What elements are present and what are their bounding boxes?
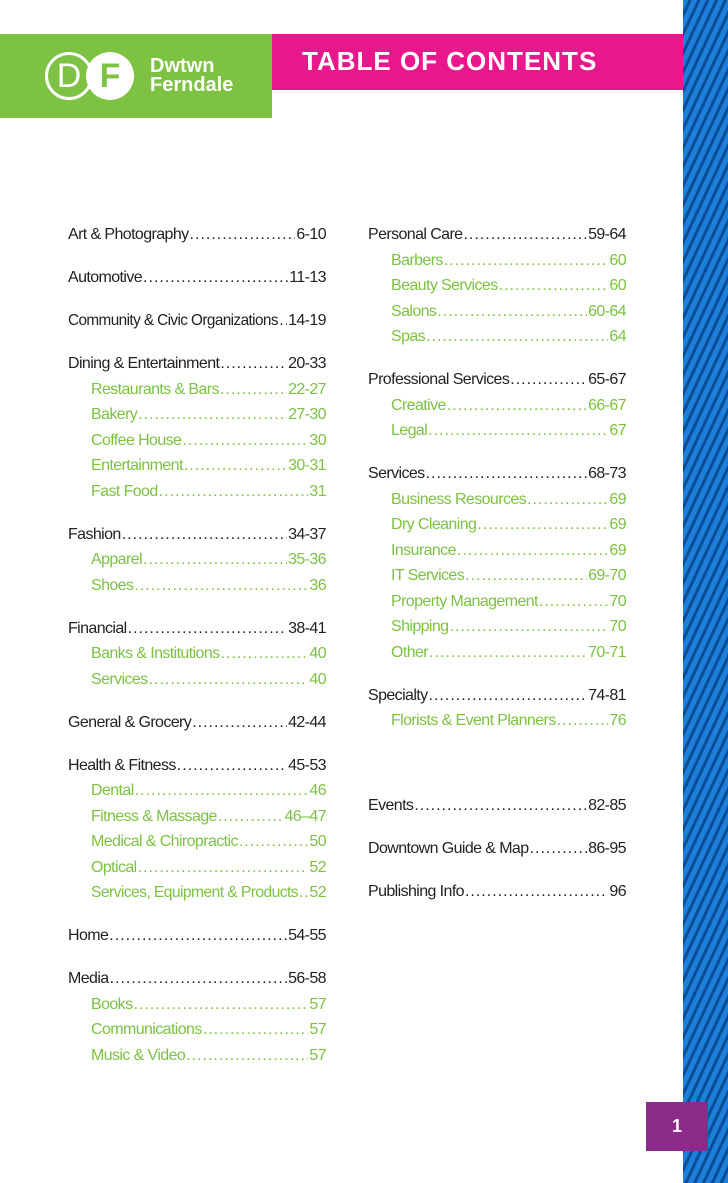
dot-leader [177,753,287,779]
dot-leader [429,683,588,709]
dot-leader [122,522,287,548]
toc-entry-pages: 59-64 [588,226,626,243]
toc-entry-label: IT Services [391,567,465,584]
page-number: 1 [671,1116,682,1136]
dot-leader [190,222,296,248]
dot-leader [186,1043,308,1069]
toc-subentry [368,248,626,274]
toc-entry-label: Spas [391,328,426,345]
dot-leader [109,923,287,949]
toc-subentry [68,377,326,403]
toc-entry [68,351,326,377]
toc-entry-label: Automotive [68,269,143,286]
toc-left-column [68,222,326,1086]
dot-leader [143,265,288,291]
dot-leader [449,614,608,640]
toc-entry-pages: 40 [309,670,326,688]
dot-leader [239,829,309,855]
toc-entry-pages: 57 [309,1046,326,1064]
dot-leader [279,308,287,334]
toc-entry-pages: 70 [609,592,626,610]
toc-entry [68,222,326,248]
toc-entry-pages: 57 [309,1021,326,1038]
toc-entry-pages: 96 [609,883,626,900]
dot-leader [138,855,309,881]
toc-entry [68,265,326,291]
dot-leader [135,778,309,804]
toc-entry-label: Health & Fitness [68,756,176,774]
logo-d-circle: D [45,52,93,100]
toc-entry-label: Communications [91,1021,202,1038]
toc-entry-pages: 34-37 [288,525,326,543]
toc-subentry [368,640,626,666]
toc-entry-label: Beauty Services [391,277,498,294]
dot-leader [149,667,309,693]
toc-group [68,222,326,248]
toc-entry-pages: 46–47 [284,807,326,825]
toc-entry-pages: 27-30 [288,406,326,423]
toc-group [68,265,326,291]
toc-entry-label: Fashion [68,525,121,543]
toc-subentry [68,778,326,804]
toc-subentry [368,324,626,350]
toc-entry [368,222,626,248]
toc-entry-pages: 60 [609,277,626,294]
toc-entry-pages: 30-31 [288,457,326,474]
toc-entry-pages: 40 [309,645,326,662]
toc-group [68,522,326,599]
logo-line-1: Dwtwn [150,55,215,77]
toc-entry-label: Fitness & Massage [91,807,217,825]
toc-entry-pages: 86-95 [588,840,626,857]
dot-leader [457,538,609,564]
toc-entry-label: Florists & Event Planners [391,712,556,729]
toc-entry-label: Community & Civic Organizations [68,312,278,329]
dot-leader [218,804,284,830]
dot-leader [159,479,309,505]
page-number-box [646,1102,708,1151]
toc-entry-pages: 22-27 [288,380,326,398]
toc-subentry [368,418,626,444]
toc-group [368,793,626,819]
toc-entry-label: Services [91,670,148,688]
toc-entry-label: Optical [91,858,137,876]
title-bar [272,34,683,90]
dot-leader [447,393,587,419]
toc-entry-pages: 70-71 [588,643,626,661]
toc-subentry [68,829,326,855]
toc-entry-pages: 50 [309,833,326,850]
toc-entry-label: Business Resources [391,490,527,508]
toc-entry-label: Banks & Institutions [91,645,220,662]
toc-subentry [68,855,326,881]
dot-leader [444,248,609,274]
toc-subentry [68,1017,326,1043]
toc-subentry [68,573,326,599]
toc-entry [68,616,326,642]
dot-leader [465,563,587,589]
toc-entry-label: Dry Cleaning [391,516,477,533]
toc-entry-pages: 52 [309,858,326,876]
toc-entry-label: Art & Photography [68,226,189,243]
toc-subentry [68,992,326,1018]
dot-leader [220,377,287,403]
toc-subentry [68,428,326,454]
toc-group [68,753,326,906]
dot-leader [527,487,608,513]
toc-subentry [368,589,626,615]
toc-entry [368,461,626,487]
toc-group [368,222,626,350]
toc-entry [368,793,626,819]
toc-entry-pages: 42-44 [288,713,326,731]
toc-group [368,683,626,734]
toc-entry-pages: 64 [609,328,626,345]
toc-entry-label: Media [68,970,109,987]
dot-leader [510,367,587,393]
toc-entry-label: Dining & Entertainment [68,355,220,372]
toc-entry-label: Medical & Chiropractic [91,833,238,850]
dot-leader [463,222,587,248]
dot-leader [220,351,287,377]
toc-subentry [368,512,626,538]
toc-entry-pages: 67 [609,422,626,439]
toc-group [68,616,326,693]
dot-leader [465,879,608,905]
toc-group [68,308,326,334]
toc-entry-pages: 54-55 [288,927,326,944]
toc-entry-label: Home [68,927,109,944]
toc-entry-pages: 56-58 [288,970,326,987]
toc-entry-pages: 70 [609,618,626,635]
toc-entry-pages: 11-13 [289,269,326,286]
toc-group [68,966,326,1068]
toc-entry-pages: 82-85 [588,797,626,814]
toc-group [68,710,326,736]
toc-subentry [68,1043,326,1069]
toc-subentry [368,563,626,589]
toc-entry-pages: 30 [309,431,326,449]
toc-entry-label: General & Grocery [68,713,192,731]
dot-leader [182,428,308,454]
toc-group [368,836,626,862]
toc-subentry [68,402,326,428]
dot-leader [426,461,588,487]
toc-entry-label: Property Management [391,592,538,610]
toc-entry-pages: 69-70 [588,567,626,584]
toc-entry-label: Services [368,465,425,482]
toc-subentry [68,479,326,505]
toc-entry-label: Insurance [391,541,456,559]
toc-entry-label: Bakery [91,406,138,423]
toc-entry-pages: 57 [309,995,326,1013]
toc-entry-pages: 65-67 [588,371,626,388]
toc-entry [68,923,326,949]
dot-leader [429,640,587,666]
toc-subentry [368,299,626,325]
toc-group [368,367,626,444]
toc-entry [68,966,326,992]
dot-leader [539,589,608,615]
toc-group [368,879,626,905]
toc-entry-label: Legal [391,422,428,439]
toc-subentry [68,667,326,693]
dot-leader [133,992,308,1018]
toc-entry-label: Restaurants & Bars [91,380,219,398]
toc-entry [68,753,326,779]
toc-entry [368,879,626,905]
dot-leader [134,573,308,599]
toc-entry-label: Events [368,797,414,814]
toc-entry-pages: 60-64 [588,302,626,320]
dot-leader [426,324,608,350]
toc-entry-label: Fast Food [91,482,158,500]
toc-entry-pages: 14-19 [288,312,326,329]
dot-leader [184,453,287,479]
logo-line-2: Ferndale [150,74,234,96]
dot-leader [414,793,587,819]
toc-subentry [68,804,326,830]
logo [0,34,272,118]
toc-entry-pages: 31 [309,482,326,500]
toc-entry-label: Books [91,995,133,1013]
toc-entry [368,367,626,393]
toc-entry-label: Salons [391,302,437,320]
toc-entry-label: Specialty [368,686,428,704]
toc-entry-label: Creative [391,396,446,414]
toc-entry-pages: 45-53 [288,756,326,774]
toc-group [368,461,626,665]
toc-entry-pages: 38-41 [288,619,326,637]
toc-entry-label: Other [391,643,429,661]
dot-leader [110,966,287,992]
toc-entry-label: Entertainment [91,457,183,474]
toc-entry-label: Shipping [391,618,449,635]
toc-entry-label: Apparel [91,551,142,568]
toc-entry-pages: 60 [609,251,626,269]
toc-entry-pages: 36 [309,576,326,594]
toc-entry-pages: 66-67 [588,396,626,414]
toc-entry-label: Professional Services [368,371,510,388]
decorative-side-strip [683,0,728,1183]
spacer [368,751,626,793]
dot-leader [192,710,287,736]
dot-leader [557,708,609,734]
dot-leader [530,836,588,862]
dot-leader [299,880,309,906]
toc-subentry [68,641,326,667]
dot-leader [428,418,608,444]
toc-entry [368,836,626,862]
toc-entry-label: Financial [68,619,127,637]
dot-leader [203,1017,309,1043]
toc-entry-pages: 20-33 [288,355,326,372]
toc-entry-label: Personal Care [368,226,463,243]
toc-entry-pages: 69 [609,490,626,508]
toc-subentry [368,273,626,299]
dot-leader [477,512,608,538]
toc-entry-label: Barbers [391,251,443,269]
toc-group [68,923,326,949]
dot-leader [138,402,287,428]
dot-leader [143,547,287,573]
toc-entry-pages: 52 [309,884,326,901]
toc-entry-label: Services, Equipment & Products [91,884,299,901]
toc-right-column [368,222,626,922]
toc-subentry [68,880,326,906]
toc-entry [68,710,326,736]
toc-entry-pages: 74-81 [588,686,626,704]
logo-wordmark [150,57,233,95]
toc-subentry [68,547,326,573]
toc-entry-label: Music & Video [91,1046,186,1064]
dot-leader [128,616,287,642]
toc-entry [68,522,326,548]
logo-f-circle: F [86,52,134,100]
toc-entry-label: Dental [91,782,134,799]
toc-subentry [368,538,626,564]
dot-leader [499,273,609,299]
toc-subentry [368,708,626,734]
toc-entry-pages: 76 [609,712,626,729]
toc-entry-pages: 68-73 [588,465,626,482]
toc-entry-pages: 46 [309,782,326,799]
toc-entry-label: Coffee House [91,431,182,449]
toc-subentry [368,487,626,513]
toc-entry-label: Shoes [91,576,134,594]
toc-group [68,351,326,504]
toc-entry [68,308,326,334]
dot-leader [221,641,309,667]
toc-entry-pages: 69 [609,516,626,533]
toc-subentry [368,614,626,640]
toc-entry-pages: 35-36 [288,551,326,568]
toc-entry-pages: 6-10 [296,226,326,243]
toc-entry [368,683,626,709]
toc-entry-label: Publishing Info [368,883,464,900]
page-title: TABLE OF CONTENTS [302,46,598,76]
toc-entry-label: Downtown Guide & Map [368,840,529,857]
toc-subentry [368,393,626,419]
toc-entry-pages: 69 [609,541,626,559]
dot-leader [437,299,587,325]
toc-subentry [68,453,326,479]
